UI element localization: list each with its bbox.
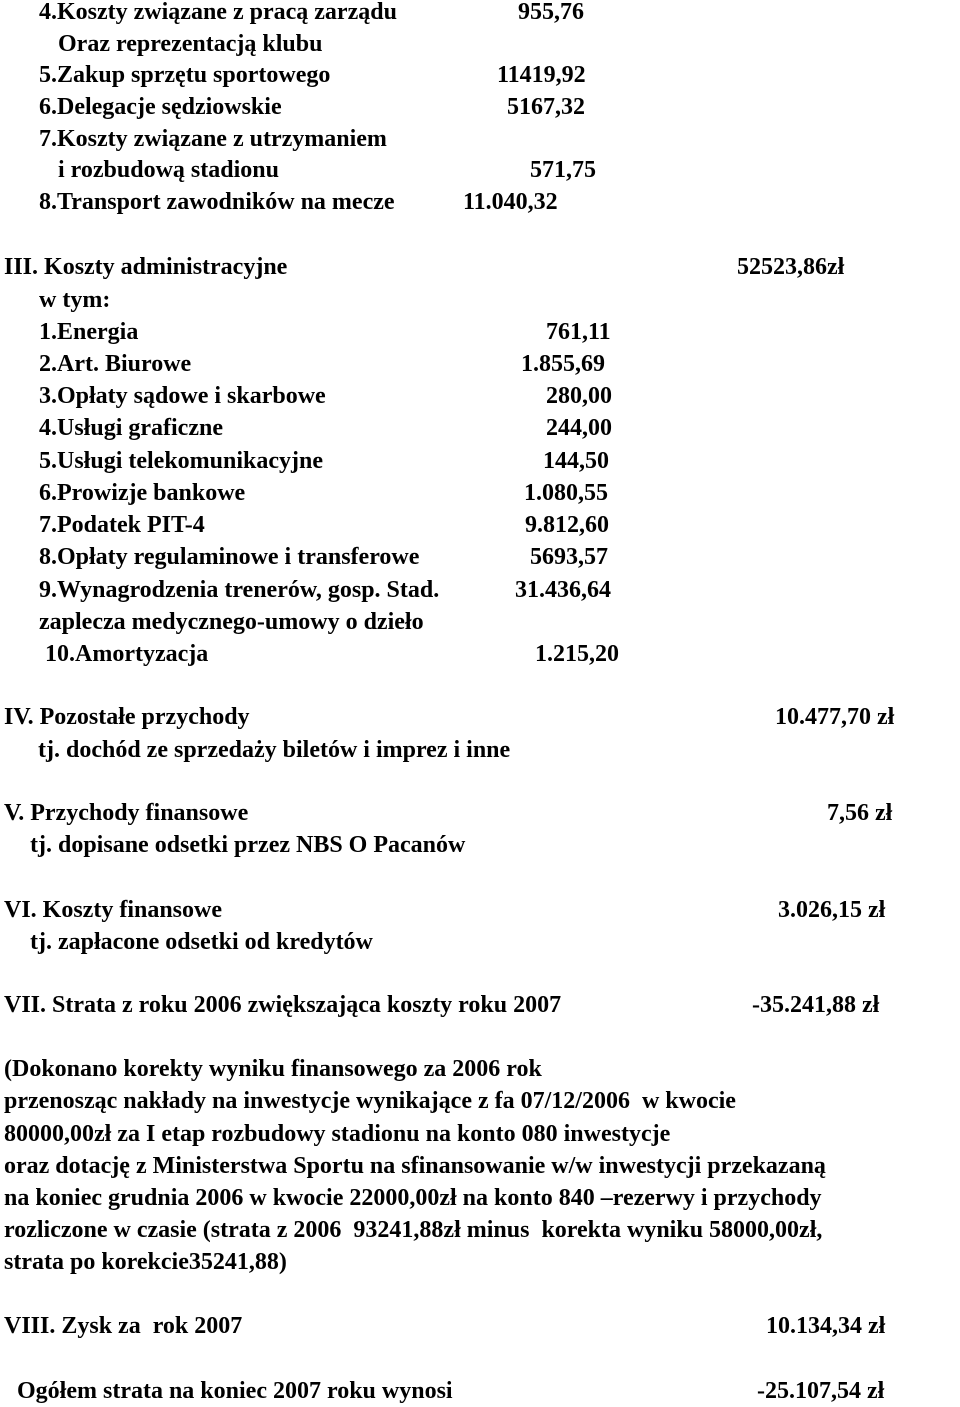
section-v-note: tj. dopisane odsetki przez NBS O Pacanów: [30, 832, 466, 858]
item-value: 11.040,32: [463, 189, 558, 215]
admin-item-value: 1.215,20: [535, 641, 619, 667]
admin-item-label: 10.Amortyzacja: [45, 641, 209, 667]
admin-item-label: 7.Podatek PIT-4: [39, 512, 205, 538]
admin-item-label: 9.Wynagrodzenia trenerów, gosp. Stad.: [39, 577, 440, 603]
section-vii-total: -35.241,88 zł: [752, 992, 880, 1018]
correction-note-line: strata po korekcie35241,88): [4, 1249, 287, 1275]
admin-item-value: 280,00: [546, 383, 612, 409]
summary-total: -25.107,54 zł: [757, 1378, 885, 1404]
admin-item-value: 244,00: [546, 415, 612, 441]
section-viii-title: VIII. Zysk za rok 2007: [4, 1313, 243, 1339]
correction-note-line: przenosząc nakłady na inwestycje wynikające z fa 07/12/2006 w kwocie: [4, 1088, 736, 1114]
section-vi-title: VI. Koszty finansowe: [4, 897, 223, 923]
admin-item-value: 5693,57: [530, 544, 608, 570]
admin-item-label: zaplecza medycznego-umowy o dzieło: [39, 609, 424, 635]
item-label: i rozbudową stadionu: [58, 157, 279, 183]
section-vi-total: 3.026,15 zł: [778, 897, 886, 923]
admin-item-label: 5.Usługi telekomunikacyjne: [39, 448, 324, 474]
section-viii-total: 10.134,34 zł: [766, 1313, 886, 1339]
section-iii-subtitle: w tym:: [39, 287, 111, 313]
section-v-title: V. Przychody finansowe: [4, 800, 249, 826]
admin-item-label: 6.Prowizje bankowe: [39, 480, 246, 506]
correction-note-line: (Dokonano korekty wyniku finansowego za 2006 rok: [4, 1056, 542, 1082]
section-iv-note: tj. dochód ze sprzedaży biletów i imprez i inne: [38, 737, 511, 763]
correction-note-line: 80000,00zł za I etap rozbudowy stadionu na konto 080 inwestycje: [4, 1121, 671, 1147]
item-value: 571,75: [530, 157, 596, 183]
section-iv-title: IV. Pozostałe przychody: [4, 704, 250, 730]
item-label: 6.Delegacje sędziowskie: [39, 94, 282, 120]
item-value: 5167,32: [507, 94, 585, 120]
item-value: 11419,92: [497, 62, 586, 88]
admin-item-value: 31.436,64: [515, 577, 611, 603]
item-label: 4.Koszty związane z pracą zarządu: [39, 0, 397, 25]
section-v-total: 7,56 zł: [827, 800, 893, 826]
section-iv-total: 10.477,70 zł: [775, 704, 895, 730]
admin-item-label: 8.Opłaty regulaminowe i transferowe: [39, 544, 420, 570]
correction-note-line: oraz dotację z Ministerstwa Sportu na sfinansowanie w/w inwestycji przekazaną: [4, 1153, 826, 1179]
admin-item-value: 1.855,69: [521, 351, 605, 377]
item-label: 7.Koszty związane z utrzymaniem: [39, 126, 387, 152]
admin-item-value: 144,50: [543, 448, 609, 474]
admin-item-label: 2.Art. Biurowe: [39, 351, 192, 377]
section-vi-note: tj. zapłacone odsetki od kredytów: [30, 929, 373, 955]
correction-note-line: na koniec grudnia 2006 w kwocie 22000,00zł na konto 840 –rezerwy i przychody: [4, 1185, 822, 1211]
admin-item-value: 9.812,60: [525, 512, 609, 538]
admin-item-label: 3.Opłaty sądowe i skarbowe: [39, 383, 326, 409]
admin-item-label: 4.Usługi graficzne: [39, 415, 223, 441]
correction-note-line: rozliczone w czasie (strata z 2006 93241,88zł minus korekta wyniku 58000,00zł,: [4, 1217, 823, 1243]
section-iii-total: 52523,86zł: [737, 254, 845, 280]
item-label: 8.Transport zawodników na mecze: [39, 189, 395, 215]
admin-item-value: 761,11: [546, 319, 611, 345]
admin-item-value: 1.080,55: [524, 480, 608, 506]
summary-title: Ogółem strata na koniec 2007 roku wynosi: [17, 1378, 453, 1404]
item-value: 955,76: [518, 0, 584, 25]
item-label: 5.Zakup sprzętu sportowego: [39, 62, 331, 88]
admin-item-label: 1.Energia: [39, 319, 139, 345]
section-iii-title: III. Koszty administracyjne: [4, 254, 288, 280]
section-vii-title: VII. Strata z roku 2006 zwiększająca koszty roku 2007: [4, 992, 562, 1018]
item-label: Oraz reprezentacją klubu: [58, 31, 323, 57]
